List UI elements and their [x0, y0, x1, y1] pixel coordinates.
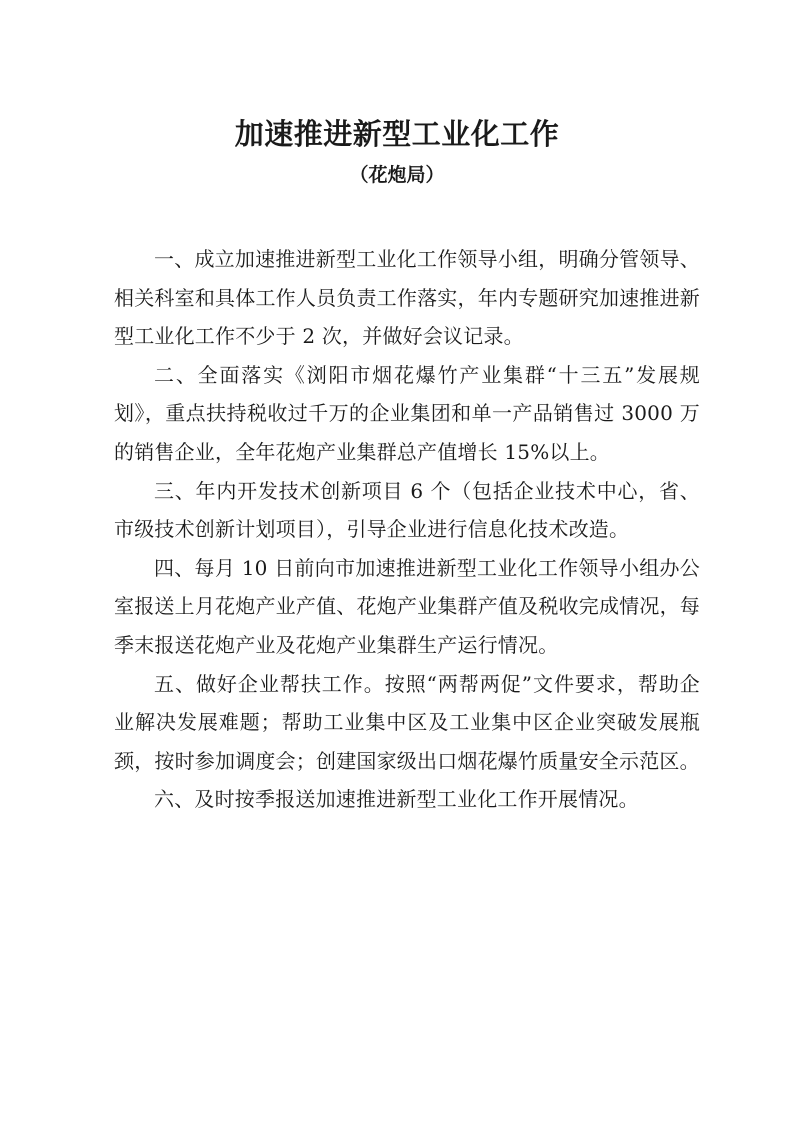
paragraph-3: 三、年内开发技术创新项目 6 个（包括企业技术中心，省、市级技术创新计划项目），引导企业进行信息化技术改造。 — [114, 478, 700, 542]
paragraph-1: 一、成立加速推进新型工业化工作领导小组，明确分管领导、相关科室和具体工作人员负责工作落实，年内专题研究加速推进新型工业化工作不少于 2 次，并做好会议记录。 — [114, 247, 700, 349]
paragraph-6: 六、及时按季报送加速推进新型工业化工作开展情况。 — [154, 787, 639, 812]
paragraph-2: 二、全面落实《浏阳市烟花爆竹产业集群“十三五”发展规划》，重点扶持税收过千万的企业集团和单一产品销售过 3000 万的销售企业，全年花炮产业集群总产值增长 15%以上。 — [114, 362, 700, 464]
paragraph-5: 五、做好企业帮扶工作。按照“两帮两促”文件要求，帮助企业解决发展难题；帮助工业集中区及工业集中区企业突破发展瓶颈，按时参加调度会；创建国家级出口烟花爆竹质量安全示范区。 — [114, 671, 700, 773]
document-title: 加速推进新型工业化工作 — [234, 117, 560, 151]
document-body — [114, 240, 700, 819]
paragraph-4: 四、每月 10 日前向市加速推进新型工业化工作领导小组办公室报送上月花炮产业产值、花炮产业集群产值及税收完成情况，每季末报送花炮产业及花炮产业集群生产运行情况。 — [114, 555, 700, 657]
document-subtitle: （花炮局） — [349, 164, 445, 186]
